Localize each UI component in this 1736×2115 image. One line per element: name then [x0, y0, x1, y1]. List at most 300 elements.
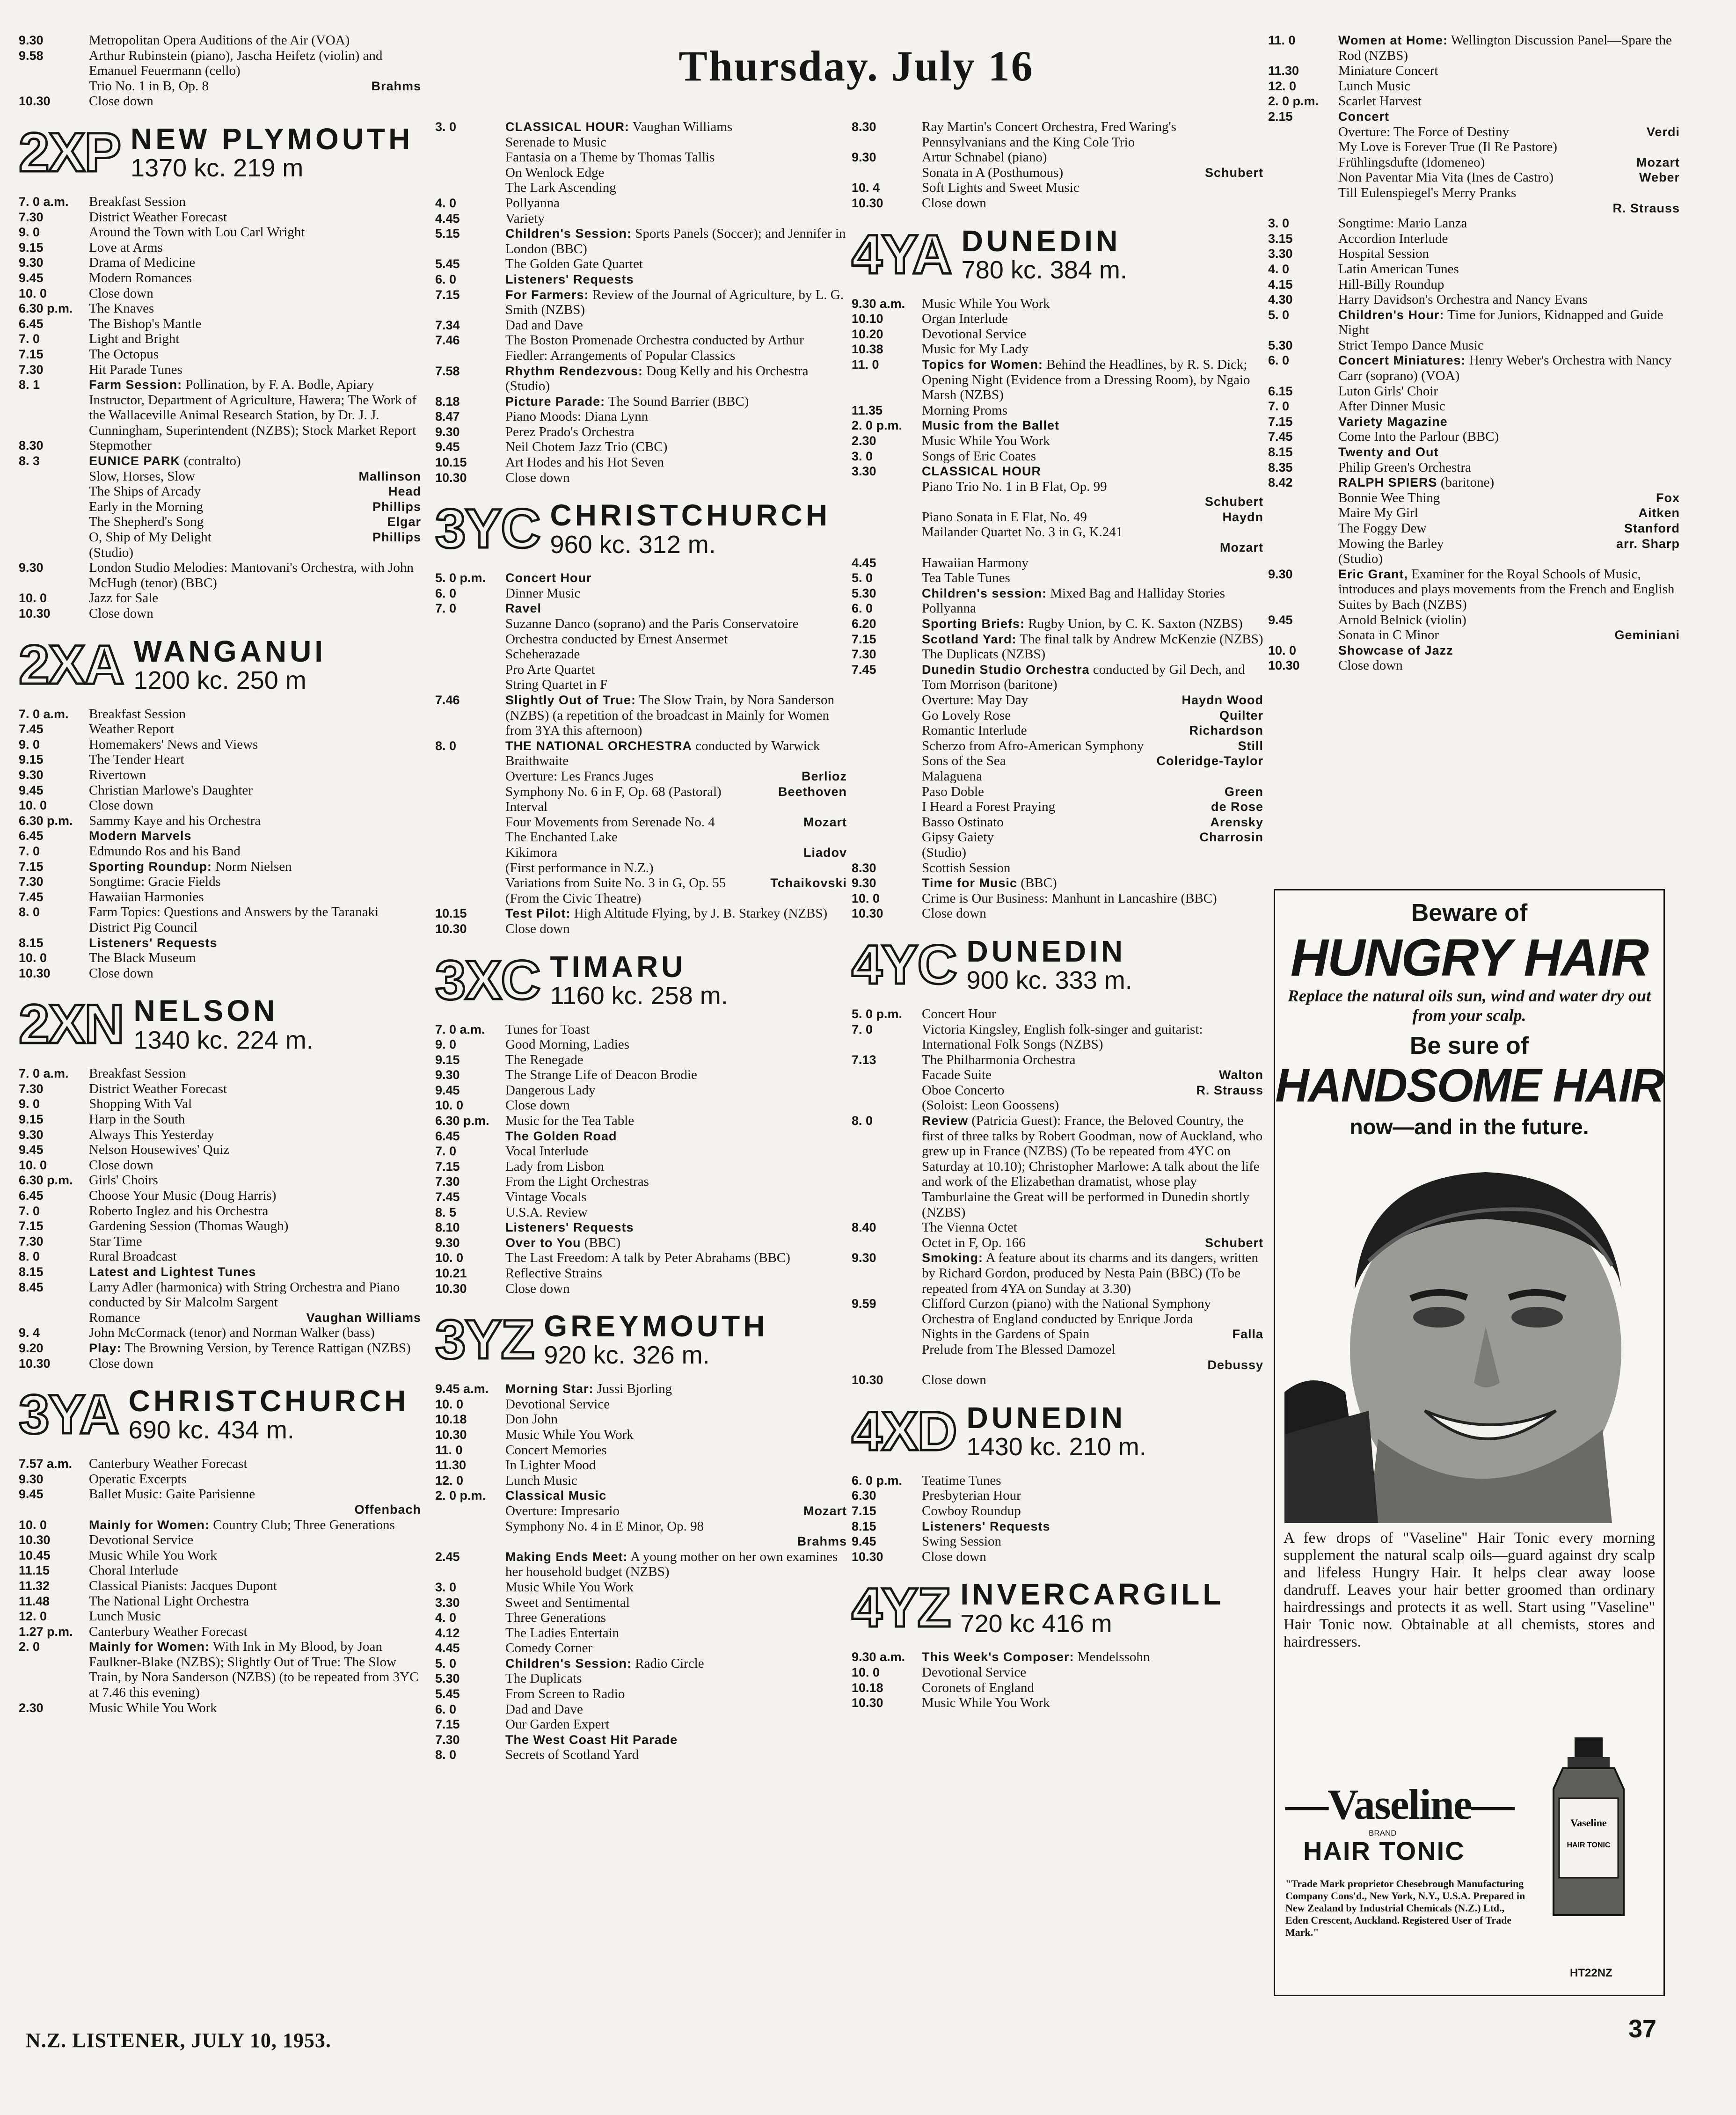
programme-time: 5. 0 p.m.	[435, 571, 486, 585]
programme-title: The West Coast Hit Parade	[505, 1732, 678, 1747]
programme-title: Women at Home:	[1338, 33, 1448, 47]
programme-entry	[19, 966, 421, 981]
programme-time: 3. 0	[852, 449, 873, 463]
programme-entry	[19, 859, 421, 875]
programme-item	[852, 830, 1263, 845]
station-header	[852, 1571, 1263, 1645]
programme-time: 8.45	[19, 1280, 44, 1294]
work-title: Till Eulenspiegel's Merry Pranks	[1338, 185, 1517, 200]
programme-entry	[1268, 109, 1680, 124]
programme-entry	[852, 327, 1263, 342]
programme-entry	[435, 1205, 847, 1220]
programme-entry	[435, 1250, 847, 1266]
programme-time: 7. 0	[19, 1203, 40, 1218]
programme-time: 3.15	[1268, 231, 1293, 246]
composer-name: Brahms	[371, 79, 421, 93]
programme-entry	[19, 377, 421, 438]
programme-list	[19, 707, 421, 981]
programme-entry	[1268, 246, 1680, 262]
programme-description: The Knaves	[89, 301, 154, 316]
programme-entry	[435, 1488, 847, 1503]
programme-time: 7.30	[435, 1732, 460, 1747]
programme-entry	[435, 1458, 847, 1473]
programme-item	[852, 784, 1263, 800]
programme-time: 9.30	[19, 1472, 44, 1486]
programme-time: 5. 0 p.m.	[852, 1006, 903, 1021]
programme-description: Choral Interlude	[89, 1563, 178, 1578]
programme-entry	[852, 1220, 1263, 1235]
programme-time: 7.34	[435, 318, 460, 332]
programme-entry	[19, 1609, 421, 1624]
programme-description: Always This Yesterday	[89, 1127, 214, 1142]
vaseline-advertisement	[1274, 889, 1665, 1996]
work-title: The Lark Ascending	[505, 180, 616, 196]
programme-item	[1268, 521, 1680, 536]
programme-entry	[435, 1144, 847, 1159]
programme-description: Hawaiian Harmony	[922, 555, 1028, 570]
programme-time: 4.30	[1268, 292, 1293, 307]
programme-time: 7.58	[435, 364, 460, 378]
programme-entry	[1268, 414, 1680, 430]
station-header	[852, 218, 1263, 292]
programme-description: Music While You Work	[89, 1700, 217, 1715]
programme-time: 6.30 p.m.	[435, 1114, 489, 1128]
station-header	[19, 1378, 421, 1451]
programme-item	[435, 784, 847, 800]
programme-list	[852, 1473, 1263, 1565]
programme-time: 10.30	[435, 921, 467, 936]
programme-description: John McCormack (tenor) and Norman Walker (bass)	[89, 1325, 375, 1341]
work-title: On Wenlock Edge	[505, 165, 605, 180]
programme-time: 10.15	[435, 906, 467, 921]
programme-description: Weather Report	[89, 722, 175, 737]
composer-name: Green	[1224, 784, 1263, 799]
programme-entry	[1268, 33, 1680, 63]
programme-time: 3.30	[435, 1595, 460, 1610]
programme-description: Dinner Music	[505, 585, 581, 601]
programme-entry	[435, 1610, 847, 1626]
programme-description: Canterbury Weather Forecast	[89, 1456, 248, 1472]
programme-title: Making Ends Meet:	[505, 1549, 628, 1564]
programme-title: CLASSICAL HOUR:	[505, 120, 630, 134]
programme-entry	[435, 119, 847, 135]
programme-description: Lunch Music	[1338, 78, 1410, 94]
programme-entry	[1268, 338, 1680, 353]
programme-time: 11.48	[19, 1594, 50, 1608]
composer-name: Mozart	[1220, 540, 1263, 555]
programme-entry	[19, 1578, 421, 1594]
programme-time: 9.30 a.m.	[852, 1650, 905, 1664]
programme-time: 8. 0	[19, 905, 40, 919]
programme-description: A feature about its charms and its dangers, written by Richard Gordon, produced by Nesta Pain (BBC) (To be repeated from 4YA on Sunday at 3.30)	[922, 1250, 1258, 1296]
column-4	[1268, 33, 1680, 673]
programme-time: 7.46	[435, 693, 460, 707]
composer-name: Quilter	[1219, 708, 1263, 722]
programme-entry	[19, 1218, 421, 1234]
programme-description: Close down	[89, 1356, 153, 1371]
programme-time: 7. 0	[19, 844, 40, 858]
programme-description: Review of the Journal of Agriculture, by L. G. Smith (NZBS)	[505, 287, 844, 318]
programme-entry	[852, 1680, 1263, 1696]
programme-time: 5.30	[435, 1671, 460, 1686]
programme-title: Children's Session:	[505, 226, 632, 241]
programme-item	[852, 845, 1263, 861]
programme-description: The Boston Promenade Orchestra conducted by Arthur Fiedler: Arrangements of Popular Classics	[505, 333, 804, 363]
programme-description: Close down	[89, 965, 153, 981]
programme-time: 9.45	[19, 1143, 44, 1157]
programme-list	[852, 1649, 1263, 1710]
programme-description: Lunch Music	[89, 1609, 161, 1624]
programme-description: Victoria Kingsley, English folk-singer and guitarist: International Folk Songs (NZBS)	[922, 1021, 1203, 1052]
programme-time: 2. 0 p.m.	[435, 1488, 486, 1503]
work-title: Scheherazade	[505, 647, 580, 662]
work-title: Facade Suite	[922, 1067, 992, 1083]
programme-item	[1268, 185, 1680, 201]
programme-time: 9. 0	[435, 1037, 457, 1052]
programme-description: Philip Green's Orchestra	[1338, 459, 1471, 475]
programme-entry	[435, 1443, 847, 1458]
work-title: Bonnie Wee Thing	[1338, 490, 1440, 505]
programme-title: Farm Session:	[89, 378, 182, 392]
programme-item	[1268, 505, 1680, 521]
programme-time: 10.30	[435, 1281, 467, 1296]
programme-time: 10.30	[435, 1427, 467, 1442]
programme-time: 10. 0	[435, 1397, 464, 1411]
programme-title: Classical Music	[505, 1488, 607, 1503]
programme-entry	[19, 1456, 421, 1472]
composer-name: Mozart	[803, 815, 847, 829]
programme-description: Rugby Union, by C. K. Saxton (NZBS)	[1028, 616, 1243, 632]
programme-item	[19, 530, 421, 545]
programme-time: 6.45	[19, 829, 44, 843]
programme-time: 10. 0	[852, 891, 880, 905]
programme-entry	[435, 1747, 847, 1763]
programme-time: 9.15	[435, 1052, 460, 1067]
work-title: Slow, Horses, Slow	[89, 468, 195, 484]
work-title: (Studio)	[1338, 551, 1383, 567]
programme-entry	[852, 647, 1263, 662]
programme-description: Presbyterian Hour	[922, 1488, 1021, 1503]
programme-time: 6.30 p.m.	[19, 301, 73, 316]
programme-entry	[19, 1234, 421, 1249]
programme-time: 6. 0	[435, 586, 457, 600]
ad-beware-heading: Beware of	[1411, 899, 1528, 926]
programme-entry	[852, 418, 1263, 433]
programme-entry	[435, 906, 847, 921]
programme-time: 4.45	[435, 1641, 460, 1656]
programme-description: Close down	[89, 94, 153, 109]
ad-brand-mark: BRAND	[1369, 1829, 1397, 1838]
work-title: Octet in F, Op. 166	[922, 1235, 1026, 1250]
programme-time: 7.15	[852, 1503, 876, 1518]
programme-list	[852, 1006, 1263, 1388]
programme-entry	[19, 347, 421, 362]
programme-item	[19, 499, 421, 515]
programme-entry	[852, 616, 1263, 632]
programme-time: 9.58	[19, 48, 44, 63]
station-frequency: 720 kc 416 m	[960, 1609, 1112, 1638]
programme-description: Choose Your Music (Doug Harris)	[89, 1188, 277, 1203]
programme-title: Time for Music	[922, 876, 1018, 890]
programme-entry	[852, 906, 1263, 921]
programme-entry	[852, 311, 1263, 327]
composer-name: Geminiani	[1614, 628, 1680, 642]
programme-entry	[19, 438, 421, 453]
programme-item	[852, 693, 1263, 708]
programme-title: Mainly for Women:	[89, 1640, 210, 1654]
programme-entry	[1268, 79, 1680, 94]
programme-time: 2.15	[1268, 109, 1293, 124]
programme-entry	[435, 1732, 847, 1748]
station-city: DUNEDIN	[966, 1400, 1126, 1435]
programme-description: Our Garden Expert	[505, 1717, 610, 1732]
programme-item	[19, 79, 421, 94]
programme-entry	[435, 424, 847, 440]
programme-time: 8.15	[19, 935, 44, 950]
programme-entry	[435, 738, 847, 769]
composer-name: R. Strauss	[1612, 201, 1680, 215]
programme-time: 7.30	[19, 875, 44, 889]
programme-description: Close down	[922, 1372, 986, 1388]
programme-title: Concert Miniatures:	[1338, 353, 1466, 368]
programme-description: Scarlet Harvest	[1338, 94, 1422, 109]
programme-description: Jazz for Sale	[89, 591, 159, 606]
programme-entry	[19, 1325, 421, 1341]
programme-entry	[435, 1083, 847, 1098]
programme-entry	[19, 194, 421, 210]
programme-entry	[852, 1113, 1263, 1220]
programme-entry	[435, 1129, 847, 1144]
composer-name: arr. Sharp	[1616, 536, 1680, 551]
programme-description: Homemakers' News and Views	[89, 737, 258, 752]
work-title: Overture: May Day	[922, 693, 1028, 707]
programme-description: Luton Girls' Choir	[1338, 383, 1438, 399]
programme-description: Dad and Dave	[505, 317, 583, 333]
programme-item	[435, 815, 847, 830]
programme-entry	[19, 1112, 421, 1127]
programme-entry	[435, 256, 847, 272]
programme-item	[435, 616, 847, 647]
ad-hungry-hair-headline: HUNGRY HAIR	[1290, 928, 1648, 987]
station-callsign: 3XC	[435, 949, 540, 1011]
programme-entry	[19, 560, 421, 591]
programme-item	[1268, 124, 1680, 140]
work-title: Interval	[505, 799, 548, 815]
page-number: 37	[1628, 2015, 1657, 2043]
ad-tagline: Replace the natural oils sun, wind and water dry out from your scalp.	[1287, 986, 1651, 1025]
composer-name: Arensky	[1210, 815, 1263, 829]
work-title: Prelude from The Blessed Damozel	[922, 1342, 1116, 1357]
programme-entry	[1268, 384, 1680, 399]
work-title: My Love is Forever True (Il Re Pastore)	[1338, 139, 1557, 155]
programme-entry	[19, 210, 421, 225]
work-title: Fantasia on a Theme by Thomas Tallis	[505, 150, 715, 165]
programme-time: 9.15	[19, 1112, 44, 1127]
programme-title: Review	[922, 1114, 969, 1128]
programme-description: Breakfast Session	[89, 1066, 186, 1081]
programme-entry	[852, 601, 1263, 616]
programme-description: The Browning Version, by Terence Rattigan (NZBS)	[124, 1340, 411, 1356]
programme-list	[435, 570, 847, 936]
programme-time: 9.30	[435, 1068, 460, 1082]
programme-entry	[19, 1249, 421, 1264]
programme-time: 9.45	[19, 270, 44, 285]
programme-description: Three Generations	[505, 1610, 606, 1626]
programme-time: 4. 0	[435, 1611, 457, 1625]
programme-description: The Golden Gate Quartet	[505, 256, 643, 272]
programme-item	[435, 1519, 847, 1534]
programme-entry	[852, 1022, 1263, 1052]
programme-time: 10. 0	[19, 1517, 47, 1532]
programme-description: Songs of Eric Coates	[922, 448, 1036, 464]
programme-time: 8. 0	[435, 1748, 457, 1762]
station-header	[19, 987, 421, 1061]
work-title: Symphony No. 4 in E Minor, Op. 98	[505, 1518, 704, 1534]
station-header	[852, 1394, 1263, 1468]
programme-description: Nelson Housewives' Quiz	[89, 1142, 230, 1158]
ad-subheading: now—and in the future.	[1349, 1114, 1589, 1139]
programme-time: 10. 4	[852, 181, 880, 195]
programme-entry	[19, 752, 421, 767]
programme-description: Pollination, by F. A. Bodle, Apiary Instructor, Department of Agriculture, Hawera; The Work of the Wallaceville Animal Research Station, by Dr. J. J. Cunningham, Superintendent (NZBS); Stock Market Report	[89, 377, 417, 438]
programme-time: 7. 0	[1268, 399, 1290, 414]
programme-entry	[19, 301, 421, 316]
programme-time: 9.30	[19, 767, 44, 782]
programme-time: 9. 0	[19, 737, 40, 751]
programme-time: 10.15	[435, 455, 467, 470]
programme-time: 6.45	[435, 1129, 460, 1143]
programme-entry	[435, 1098, 847, 1113]
programme-description: The Strange Life of Deacon Brodie	[505, 1067, 697, 1083]
programme-entry	[435, 1686, 847, 1702]
programme-description: High Altitude Flying, by J. B. Starkey (NZBS)	[574, 906, 828, 921]
programme-title: Morning Star:	[505, 1382, 594, 1396]
programme-time: 6.45	[19, 1189, 44, 1203]
station-header	[19, 116, 421, 190]
programme-item	[852, 708, 1263, 723]
programme-time: 10.38	[852, 342, 883, 357]
programme-description: With Ink in My Blood, by Joan Faulkner-Blake (NZBS); Slightly Out of True: The Slow Train, by Nora Sanderson (NZBS) (to be repeated from 3YC at 7.46 this evening)	[89, 1639, 419, 1700]
programme-entry	[19, 1548, 421, 1563]
programme-time: 10.30	[19, 1356, 51, 1371]
programme-description: (Patricia Guest): France, the Beloved Country, the first of three talks by Robert Goodman, now of Auckland, who grew up in France (NZBS) (To be repeated from 4YC on Saturday at 10.10); Christopher Marlowe: A talk about the life and work of the Elizabethan dramatist, whose play Tamburlaine the Great will be performed in Dunedin shortly (NZBS)	[922, 1113, 1263, 1220]
column-3	[852, 119, 1263, 1711]
programme-entry	[852, 357, 1263, 403]
programme-item	[19, 469, 421, 484]
station-city: CHRISTCHURCH	[128, 1384, 409, 1418]
programme-time: 7.30	[19, 1081, 44, 1096]
programme-description: Shopping With Val	[89, 1096, 192, 1112]
programme-description: Music While You Work	[922, 1695, 1050, 1711]
programme-entry	[19, 904, 421, 935]
programme-entry	[852, 891, 1263, 906]
composer-name: Coleridge-Taylor	[1156, 754, 1263, 768]
programme-item	[852, 525, 1263, 540]
programme-entry	[1268, 277, 1680, 292]
programme-description: Close down	[89, 798, 153, 813]
programme-description: Dangerous Lady	[505, 1082, 596, 1098]
programme-entry	[435, 1656, 847, 1671]
programme-time: 3.30	[852, 464, 876, 479]
station-header	[19, 628, 421, 702]
programme-description: Country Club; Three Generations	[213, 1517, 395, 1532]
programme-time: 10. 0	[435, 1098, 464, 1113]
programme-entry	[19, 722, 421, 737]
programme-description: Don John	[505, 1412, 558, 1427]
programme-description: District Weather Forecast	[89, 1081, 227, 1096]
programme-title: This Week's Composer:	[922, 1650, 1074, 1664]
programme-entry	[852, 1649, 1263, 1665]
programme-entry	[19, 828, 421, 844]
programme-description: Examiner for the Royal Schools of Music, introduces and plays movements from the French and English Suites by Bach (NZBS)	[1338, 566, 1675, 612]
programme-entry	[435, 1159, 847, 1174]
programme-entry	[852, 1006, 1263, 1022]
programme-entry	[1268, 658, 1680, 673]
composer-name: Still	[1238, 738, 1263, 753]
programme-description: Good Morning, Ladies	[505, 1037, 629, 1052]
programme-item	[852, 769, 1263, 784]
programme-time: 9.30	[852, 876, 876, 890]
programme-item	[435, 891, 847, 906]
programme-time: 10.30	[852, 906, 883, 921]
programme-description: Breakfast Session	[89, 194, 186, 209]
programme-title: EUNICE PARK	[89, 454, 181, 468]
programme-time: 11.35	[852, 403, 883, 417]
programme-time: 11.30	[435, 1458, 467, 1473]
work-title: Trio No. 1 in B, Op. 8	[89, 78, 209, 94]
work-title: Gipsy Gaiety	[922, 830, 994, 845]
programme-entry	[852, 555, 1263, 571]
programme-description: (baritone)	[1440, 475, 1495, 490]
footer-publication: N.Z. LISTENER, JULY 10, 1953.	[26, 2029, 331, 2052]
programme-title: Smoking:	[922, 1251, 984, 1265]
programme-time: 7.30	[19, 210, 44, 224]
programme-time: 10. 0	[19, 951, 47, 965]
work-title: Sons of the Sea	[922, 753, 1006, 769]
programme-description: From the Light Orchestras	[505, 1174, 649, 1189]
programme-title: Listeners' Requests	[89, 935, 218, 950]
programme-time: 9. 4	[19, 1326, 40, 1340]
programme-entry	[435, 287, 847, 318]
programme-description: Doug Kelly and his Orchestra (Studio)	[505, 363, 809, 394]
programme-entry	[19, 1203, 421, 1219]
programme-item	[852, 753, 1263, 769]
programme-title: Eric Grant,	[1338, 567, 1408, 581]
work-title: (Studio)	[922, 845, 967, 860]
programme-time: 11.32	[19, 1578, 50, 1593]
programme-entry	[19, 813, 421, 829]
work-title: Mailander Quartet No. 3 in G, K.241	[922, 525, 1123, 540]
programme-entry	[19, 1594, 421, 1609]
programme-item	[852, 1098, 1263, 1113]
programme-item	[1268, 155, 1680, 170]
programme-description: Close down	[922, 1549, 986, 1564]
programme-description: Roberto Inglez and his Orchestra	[89, 1203, 269, 1218]
programme-item	[435, 861, 847, 876]
programme-list	[435, 1022, 847, 1297]
station-city: TIMARU	[550, 949, 686, 984]
programme-item	[1268, 201, 1680, 216]
programme-time: 7.15	[19, 347, 44, 361]
programme-entry	[852, 1250, 1263, 1296]
work-title: The Enchanted Lake	[505, 830, 618, 845]
programme-entry	[435, 1022, 847, 1037]
programme-entry	[852, 875, 1263, 891]
programme-entry	[1268, 399, 1680, 414]
programme-time: 9.15	[19, 752, 44, 767]
programme-time: 9.45	[1268, 613, 1293, 627]
station-callsign: 2XN	[19, 993, 124, 1056]
